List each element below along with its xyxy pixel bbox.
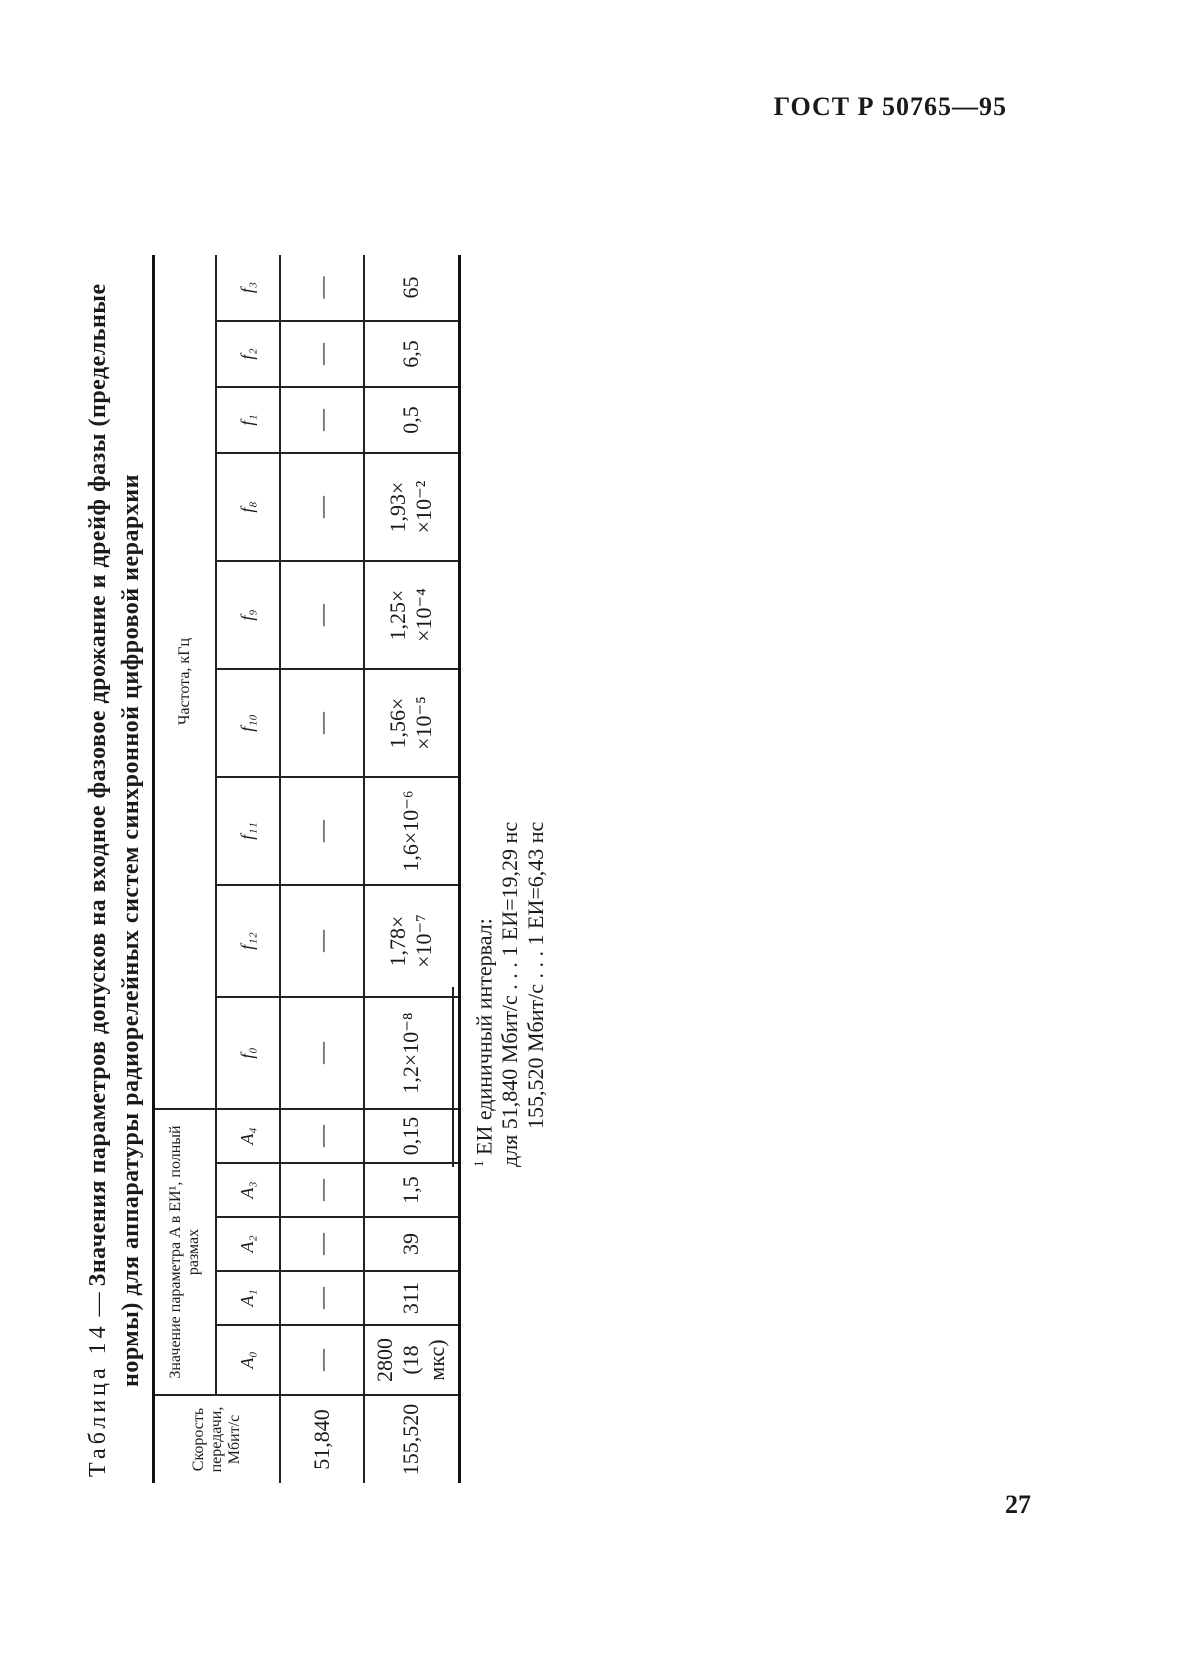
page-number: 27 (1005, 1490, 1031, 1519)
table-caption: Таблица 14 — Значения параметров допусков на входное фазовое дрожание и дрейф фазы (предельные нормы) для аппаратуры радиорелейных систем синхронной цифровой иерархии (85, 283, 144, 1477)
header-a1: A₁ (216, 1271, 280, 1325)
caption-title-line1: Значения параметров допусков на входное фазовое дрожание и дрейф фазы (предельные (85, 283, 111, 1287)
header-f10: f₁₀ (216, 669, 280, 777)
cell-f2: 6,5 (364, 321, 460, 387)
footnote-line1: ЕИ единичный интервал: (471, 918, 497, 1155)
rotated-table-block (82, 97, 642, 1487)
cell-a0: — (280, 1325, 364, 1395)
cell-f8: 1,93× ×10⁻² (364, 453, 460, 561)
header-a4: A₄ (216, 1109, 280, 1163)
table-label: Таблица 14 (85, 1322, 111, 1477)
cell-a4: 0,15 (364, 1109, 460, 1163)
header-f3: f₃ (216, 255, 280, 321)
header-f2: f₂ (216, 321, 280, 387)
cell-f9: — (280, 561, 364, 669)
cell-f12: 1,78× ×10⁻⁷ (364, 885, 460, 997)
table-row (364, 255, 460, 1483)
header-f9: f₉ (216, 561, 280, 669)
cell-a4: — (280, 1109, 364, 1163)
cell-f2: — (280, 321, 364, 387)
cell-f10: — (280, 669, 364, 777)
cell-f0: 1,2×10⁻⁸ (364, 997, 460, 1109)
cell-f8: — (280, 453, 364, 561)
cell-a1: 311 (364, 1271, 460, 1325)
header-f0: f₀ (216, 997, 280, 1109)
cell-f3: — (280, 255, 364, 321)
header-param-a: Значение параметра A в ЕИ¹, полный размах (154, 1109, 216, 1395)
header-f12: f₁₂ (216, 885, 280, 997)
cell-f9: 1,25× ×10⁻⁴ (364, 561, 460, 669)
cell-speed: 51,840 (280, 1395, 364, 1483)
standard-code: ГОСТ Р 50765—95 (773, 92, 1007, 121)
header-f8: f₈ (216, 453, 280, 561)
cell-f1: 0,5 (364, 387, 460, 453)
header-a2: A₂ (216, 1217, 280, 1271)
header-a3: A₃ (216, 1163, 280, 1217)
header-speed: Скорость передачи, Мбит/с (154, 1395, 280, 1483)
data-table (152, 255, 461, 1483)
cell-a2: — (280, 1217, 364, 1271)
cell-f11: — (280, 777, 364, 885)
cell-a1: — (280, 1271, 364, 1325)
cell-a3: — (280, 1163, 364, 1217)
cell-speed: 155,520 (364, 1395, 460, 1483)
cell-a0: 2800 (18 мкс) (364, 1325, 460, 1395)
footnote-line3: 155,520 Мбит/с . . . 1 ЕИ=6,43 нс (523, 821, 549, 1129)
cell-f11: 1,6×10⁻⁶ (364, 777, 460, 885)
footnote-rule (452, 987, 454, 1167)
table-row (280, 255, 364, 1483)
header-f1: f₁ (216, 387, 280, 453)
cell-f3: 65 (364, 255, 460, 321)
cell-a3: 1,5 (364, 1163, 460, 1217)
caption-title-line2: нормы) для аппаратуры радиорелейных систем синхронной цифровой иерархии (118, 474, 144, 1387)
header-a0: A₀ (216, 1325, 280, 1395)
cell-a2: 39 (364, 1217, 460, 1271)
footnote-mark: 1 (471, 1160, 486, 1167)
cell-f10: 1,56× ×10⁻⁵ (364, 669, 460, 777)
footnote-line2: для 51,840 Мбит/с . . . 1 ЕИ=19,29 нс (497, 821, 523, 1167)
header-frequency: Частота, кГц (154, 255, 216, 1109)
cell-f0: — (280, 997, 364, 1109)
header-f11: f₁₁ (216, 777, 280, 885)
footnote (452, 822, 549, 1167)
cell-f1: — (280, 387, 364, 453)
cell-f12: — (280, 885, 364, 997)
